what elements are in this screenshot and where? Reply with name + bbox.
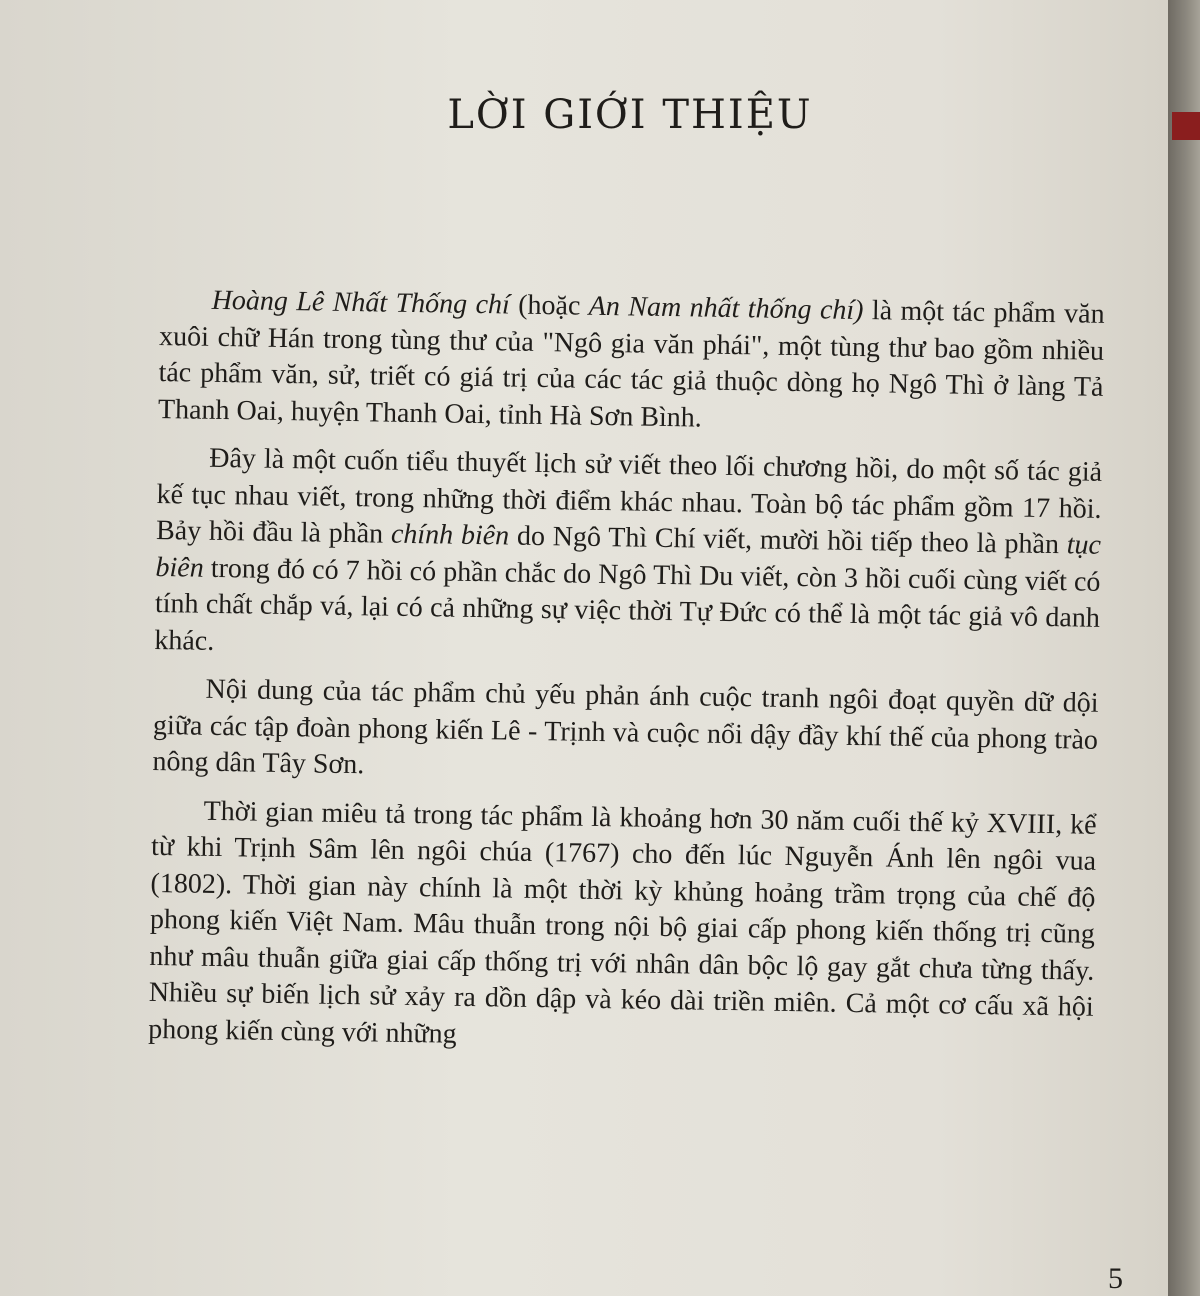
text-run: Thời gian miêu tả trong tác phẩm là khoảng hơn 30 năm cuối thế kỷ XVIII, kể từ khi Trịnh Sâm lên ngôi chúa (1767) cho đến lúc Nguyễn Ánh lên ngôi vua (1802). Thời gian này chính là một thời kỳ khủng hoảng trầm trọng của chế độ phong kiến Việt Nam. Mâu thuẫn trong nội bộ giai cấp phong kiến thống trị cũng như mâu thuẫn giữa giai cấp thống trị với nhân dân bộc lộ gay gắt chưa từng thấy. Nhiều sự biến lịch sử xảy ra dồn dập và kéo dài triền miên. Cả một cơ cấu xã hội phong kiến cùng với những <box>148 795 1097 1050</box>
paragraph-4 <box>148 792 1097 1062</box>
text-run: Hoàng Lê Nhất Thống chí <box>211 284 511 321</box>
text-run: Nội dung của tác phẩm chủ yếu phản ánh cuộc tranh ngôi đoạt quyền dữ dội giữa các tập đoàn phong kiến Lê - Trịnh và cuộc nổi dậy đầy khí thế của phong trào nông dân Tây Sơn. <box>152 673 1099 781</box>
book-edge <box>1168 0 1200 1296</box>
text-run: tục biên <box>155 529 1102 584</box>
page-number: 5 <box>1108 1262 1123 1295</box>
text-run: chính biên <box>390 518 510 552</box>
paragraph-2 <box>154 440 1102 674</box>
text-run: (hoặc <box>509 289 590 322</box>
paragraph-1 <box>158 282 1105 443</box>
text-run: trong đó có 7 hồi có phần chắc do Ngô Thì Du viết, còn 3 hồi cuối cùng viết có tính chất chắp vá, lại có cả những sự việc thời Tự Đức có thể là một tác giả vô danh khác. <box>154 552 1101 657</box>
page-title: LỜI GIỚI THIỆU <box>447 92 813 138</box>
text-run: do Ngô Thì Chí viết, mười hồi tiếp theo là phần <box>508 520 1068 561</box>
red-bookmark <box>1172 112 1200 140</box>
paragraph-3 <box>152 671 1099 795</box>
body-text <box>148 282 1105 1075</box>
text-run: An Nam nhất thống chí) <box>588 290 864 327</box>
text-run: Đây là một cuốn tiểu thuyết lịch sử viết theo lối chương hồi, do một số tác giả kế tục nhau viết, trong những thời điểm khác nhau. Toàn bộ tác phẩm gồm 17 hồi. Bảy hồi đầu là phần <box>155 442 1103 550</box>
text-run: là một tác phẩm văn xuôi chữ Hán trong tùng thư của "Ngô gia văn phái", một tùng thư bao gồm nhiều tác phẩm văn, sử, triết có giá trị của các tác giả thuộc dòng họ Ngô Thì ở làng Tả Thanh Oai, huyện Thanh Oai, tỉnh Hà Sơn Bình. <box>157 295 1105 434</box>
